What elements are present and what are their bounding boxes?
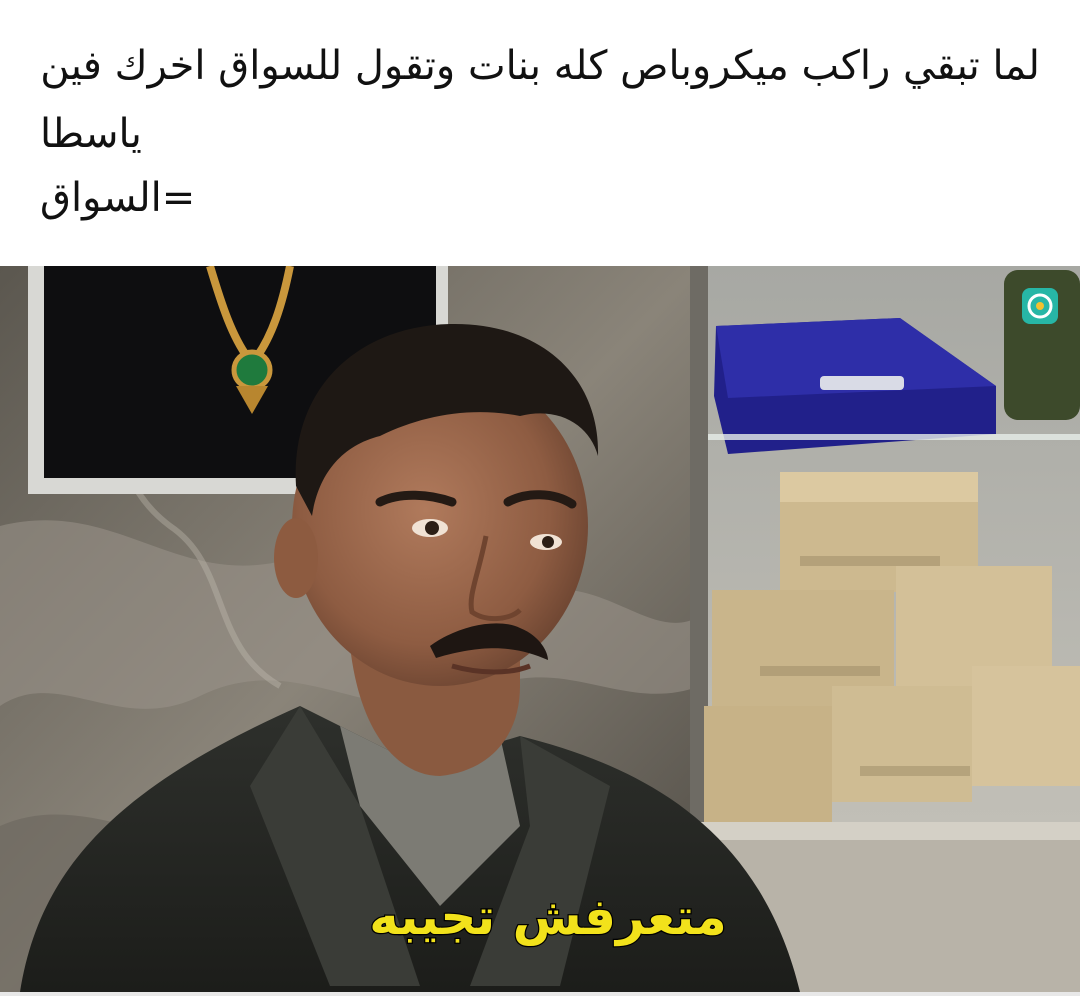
meme-caption — [0, 0, 1080, 266]
caption-line-2: ياسطا — [40, 111, 142, 157]
scene-illustration — [0, 266, 1080, 992]
necklace-pendant — [234, 352, 270, 388]
channel-logo-icon — [1022, 288, 1058, 324]
subtitle-text: متعرفش تجيبه — [369, 888, 727, 946]
meme-image — [0, 266, 1080, 992]
caption-line-3: =السواق — [40, 175, 196, 221]
bottom-border — [0, 992, 1080, 996]
caption-line-1: لما تبقي راكب ميكروباص كله بنات وتقول للسواق اخرك فين — [40, 43, 1040, 89]
